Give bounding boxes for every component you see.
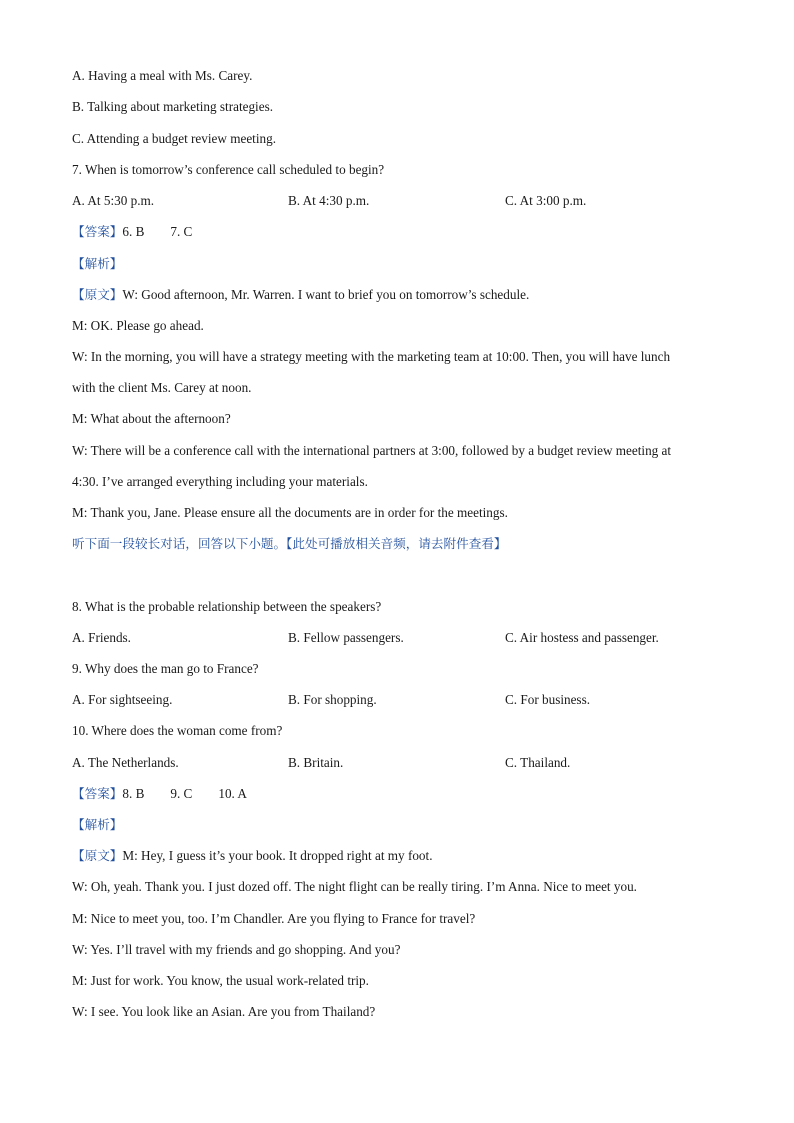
transcript-tag: 【原文】 <box>72 287 123 302</box>
q7-option-c: C. At 3:00 p.m. <box>505 193 587 208</box>
answer-row-2 <box>72 785 247 803</box>
q10-option-c: C. Thailand. <box>505 755 571 770</box>
transcript-2-line-6: W: I see. You look like an Asian. Are you from Thailand? <box>72 1004 376 1019</box>
transcript-2-line-5: M: Just for work. You know, the usual work-related trip. <box>72 973 369 988</box>
transcript-1-line-4: with the client Ms. Carey at noon. <box>72 380 252 395</box>
transcript-2-line-1 <box>72 847 433 865</box>
answer-row-1 <box>72 223 192 241</box>
q6-option-a: A. Having a meal with Ms. Carey. <box>72 68 253 83</box>
transcript-1-line-2: M: OK. Please go ahead. <box>72 318 204 333</box>
transcript-1-line-5: M: What about the afternoon? <box>72 411 231 426</box>
transcript-text: W: Good afternoon, Mr. Warren. I want to brief you on tomorrow’s schedule. <box>122 287 530 302</box>
q8-question: 8. What is the probable relationship between the speakers? <box>72 599 382 614</box>
q8-option-c: C. Air hostess and passenger. <box>505 630 659 645</box>
answer-10: 10. A <box>218 786 247 801</box>
q9-option-c: C. For business. <box>505 692 590 707</box>
q10-option-b: B. Britain. <box>288 755 344 770</box>
analysis-tag-2: 【解析】 <box>72 817 123 832</box>
transcript-1-line-6: W: There will be a conference call with the international partners at 3:00, followed by a budget review meeting at <box>72 443 672 458</box>
q7-option-a: A. At 5:30 p.m. <box>72 193 155 208</box>
section-instruction: 听下面一段较长对话，回答以下小题。【此处可播放相关音频，请去附件查看】 <box>72 536 507 551</box>
analysis-tag: 【解析】 <box>72 256 123 271</box>
answer-6: 6. B <box>122 224 145 239</box>
q10-option-a: A. The Netherlands. <box>72 755 179 770</box>
q9-option-b: B. For shopping. <box>288 692 377 707</box>
answer-7: 7. C <box>170 224 193 239</box>
transcript-text: M: Hey, I guess it’s your book. It dropped right at my foot. <box>122 848 433 863</box>
transcript-tag: 【原文】 <box>72 848 123 863</box>
q7-question: 7. When is tomorrow’s conference call scheduled to begin? <box>72 162 385 177</box>
answer-9: 9. C <box>170 786 193 801</box>
transcript-2-line-2: W: Oh, yeah. Thank you. I just dozed off. The night flight can be really tiring. I’m Anna. Nice to meet you. <box>72 879 637 894</box>
transcript-2-line-3: M: Nice to meet you, too. I’m Chandler. Are you flying to France for travel? <box>72 911 476 926</box>
transcript-1-line-3: W: In the morning, you will have a strategy meeting with the marketing team at 10:00. Then, you will have lunch <box>72 349 671 364</box>
transcript-1-line-8: M: Thank you, Jane. Please ensure all the documents are in order for the meetings. <box>72 505 508 520</box>
q7-option-b: B. At 4:30 p.m. <box>288 193 370 208</box>
q10-question: 10. Where does the woman come from? <box>72 723 283 738</box>
q6-option-b: B. Talking about marketing strategies. <box>72 99 273 114</box>
q9-question: 9. Why does the man go to France? <box>72 661 259 676</box>
answer-tag: 【答案】 <box>72 786 123 801</box>
q8-option-a: A. Friends. <box>72 630 131 645</box>
answer-tag: 【答案】 <box>72 224 123 239</box>
transcript-1-line-1 <box>72 286 529 304</box>
transcript-1-line-7: 4:30. I’ve arranged everything including your materials. <box>72 474 368 489</box>
q9-option-a: A. For sightseeing. <box>72 692 173 707</box>
answer-8: 8. B <box>122 786 145 801</box>
q8-option-b: B. Fellow passengers. <box>288 630 404 645</box>
q6-option-c: C. Attending a budget review meeting. <box>72 131 276 146</box>
transcript-2-line-4: W: Yes. I’ll travel with my friends and go shopping. And you? <box>72 942 401 957</box>
